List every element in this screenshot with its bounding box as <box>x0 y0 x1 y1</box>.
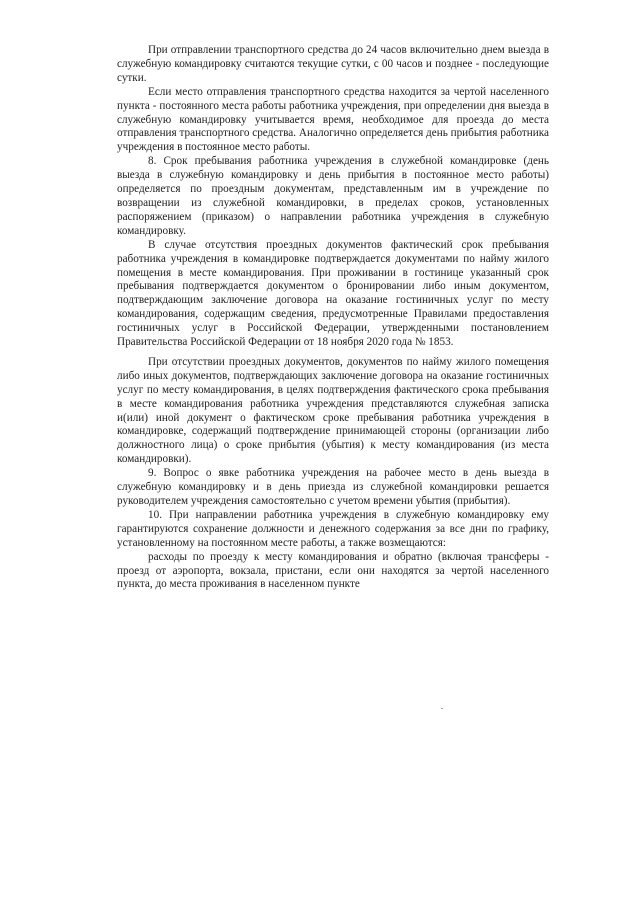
scan-speck <box>441 708 443 709</box>
paragraph-item-8-stay-period: 8. Срок пребывания работника учреждения в служебной командировке (день выезда в служебную командировку и день прибытия в постоянное место работы) определяется по проездным документам, представленным им в учреждение по возвращении из служебной командировки, в пределах сроков, установленных распоряжением (приказом) о направлении работника учреждения в служебную командировку. <box>117 155 549 237</box>
paragraph-travel-expenses: расходы по проезду к месту командирования и обратно (включая трансферы - проезд от аэропорта, вокзала, пристани, если они находятся за чертой населенного пункта, до места проживания в населенном пункте <box>117 550 549 591</box>
paragraph-departure-location: Если место отправления транспортного средства находится за чертой населенного пункта - постоянного места работы работника учреждения, при определении дня выезда в служебную командировку учитывается время, необходимое для проезда до места отправления транспортного средства. Аналогично определяется день прибытия работника учреждения в постоянное место работы. <box>117 85 549 154</box>
paragraph-departure-day: При отправлении транспортного средства до 24 часов включительно днем выезда в служебную командировку считаются текущие сутки, с 00 часов и позднее - последующие сутки. <box>117 44 549 84</box>
paragraph-no-travel-documents: В случае отсутствия проездных документов фактический срок пребывания работника учреждения в командировке подтверждается документами по найму жилого помещения в месте командирования. При проживании в гостинице указанный срок пребывания подтверждается документом о бронировании либо иным документом, подтверждающим заключение договора на оказание гостиничных услуг по месту командирования, содержащим сведения, предусмотренные Правилами предоставления гостиничных услуг в Российской Федерации, утвержденными постановлением Правительства Российской Федерации от 18 ноября 2020 года № 1853. <box>117 238 549 349</box>
paragraph-item-10-guarantees: 10. При направлении работника учреждения в служебную командировку ему гарантируются сохранение должности и денежного содержания за все дни по графику, установленному на постоянном месте работы, а также возмещаются: <box>117 508 549 549</box>
document-body <box>117 44 549 592</box>
paragraph-service-note: При отсутствии проездных документов, документов по найму жилого помещения либо иных документов, подтверждающих заключение договора на оказание гостиничных услуг по месту командирования, в целях подтверждения фактического срока пребывания в месте командирования работника учреждения представляются служебная записка и(или) иной документ о фактическом сроке пребывания работника учреждения в командировке, содержащий подтверждение принимающей стороны (организации либо должностного лица) о сроке прибытия (убытия) к месту командирования (из места командировки). <box>117 355 549 466</box>
paragraph-item-9-attendance: 9. Вопрос о явке работника учреждения на рабочее место в день выезда в служебную командировку и в день приезда из служебной командировки решается руководителем учреждения самостоятельно с учетом времени убытия (прибытия). <box>117 467 549 507</box>
